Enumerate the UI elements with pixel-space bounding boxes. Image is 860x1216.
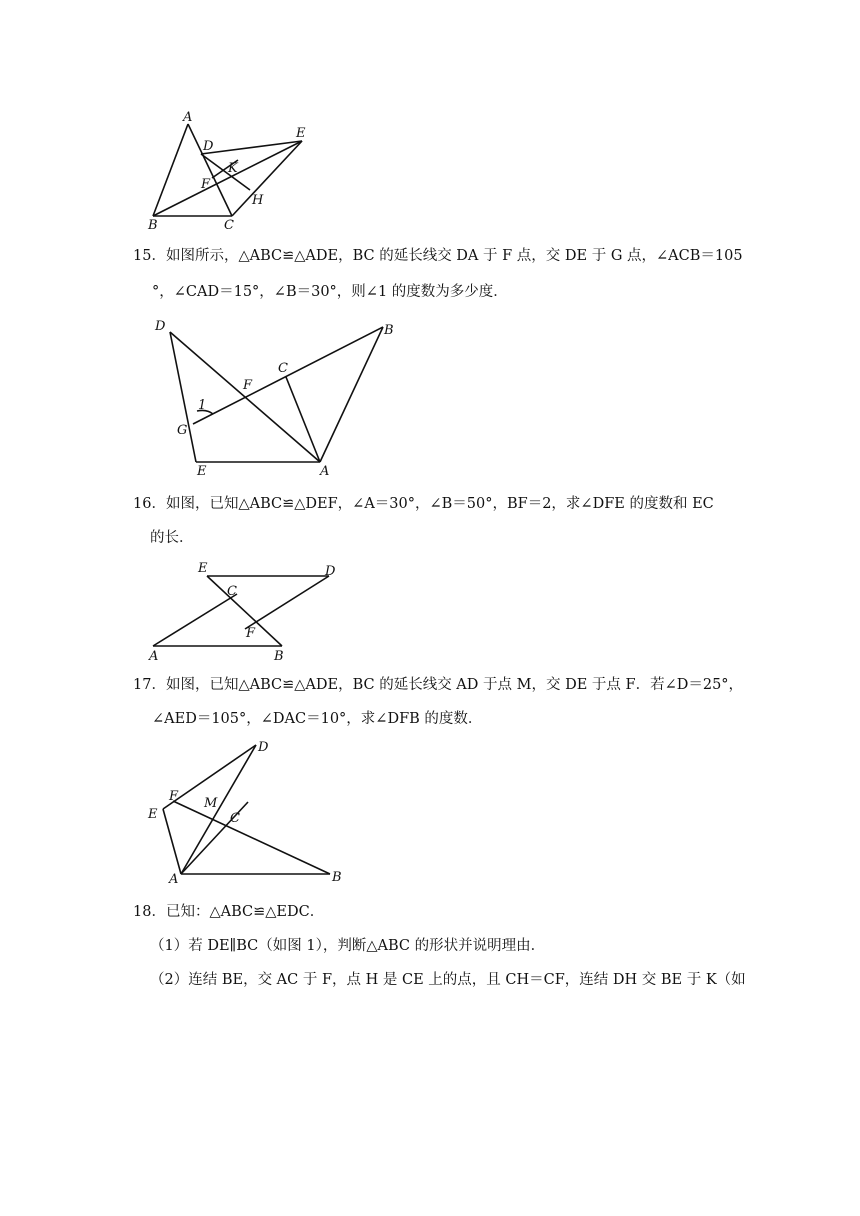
- q17-text-line2: ∠AED＝105°，∠DAC＝10°，求∠DFB 的度数．: [152, 711, 483, 727]
- fig15-label-A: A: [320, 464, 330, 479]
- fig16-label-C: C: [227, 584, 237, 599]
- fig17-label-D: D: [258, 740, 269, 755]
- fig15-label-B: B: [384, 323, 394, 338]
- q15-text-line2: °，∠CAD＝15°，∠B＝30°，则∠1 的度数为多少度．: [152, 284, 508, 300]
- fig14-label-C: C: [224, 218, 234, 233]
- fig17-label-E: E: [148, 807, 158, 822]
- fig16-label-D: D: [325, 564, 336, 579]
- q18-text-line3: （2）连结 BE，交 AC 于 F，点 H 是 CE 上的点，且 CH＝CF，连结 DH 交 BE 于 K（如: [150, 972, 746, 988]
- fig14-label-A: A: [183, 110, 193, 125]
- fig14-label-B: B: [148, 218, 158, 233]
- fig14-label-F: F: [201, 177, 211, 192]
- fig17-label-B: B: [332, 870, 342, 885]
- fig16-label-A: A: [149, 649, 159, 664]
- q16-text-line2: 的长．: [150, 530, 194, 546]
- fig16-label-F: F: [246, 626, 256, 641]
- fig14-label-K: K: [228, 161, 238, 176]
- fig17-label-C: C: [230, 811, 240, 826]
- fig15-label-D: D: [155, 319, 166, 334]
- fig17-lines: [163, 745, 330, 874]
- fig15-label-G: G: [177, 423, 188, 438]
- fig15-label-F: F: [243, 378, 253, 393]
- fig14-label-D: D: [203, 139, 214, 154]
- fig16-label-B: B: [274, 649, 284, 664]
- q17-text-line1: 17．如图，已知△ABC≌△ADE，BC 的延长线交 AD 于点 M，交 DE 于点 F．若∠D＝25°，: [133, 677, 744, 693]
- q18-text-line1: 18．已知：△ABC≌△EDC．: [133, 904, 325, 920]
- fig14-label-E: E: [296, 126, 306, 141]
- fig17-label-A: A: [169, 872, 179, 887]
- fig15-label-1: 1: [198, 398, 207, 413]
- fig15-label-E: E: [197, 464, 207, 479]
- q15-text-line1: 15．如图所示，△ABC≌△ADE，BC 的延长线交 DA 于 F 点，交 DE 于 G 点，∠ACB＝105: [133, 248, 743, 264]
- q16-text-line1: 16．如图，已知△ABC≌△DEF，∠A＝30°，∠B＝50°，BF＝2，求∠DFE 的度数和 EC: [133, 496, 714, 512]
- q18-text-line2: （1）若 DE∥BC（如图 1），判断△ABC 的形状并说明理由．: [150, 938, 546, 954]
- fig16-label-E: E: [198, 561, 208, 576]
- fig17-label-F: F: [169, 789, 179, 804]
- fig15-label-C: C: [278, 361, 288, 376]
- fig14-label-H: H: [252, 193, 264, 208]
- fig17-label-M: M: [204, 796, 218, 811]
